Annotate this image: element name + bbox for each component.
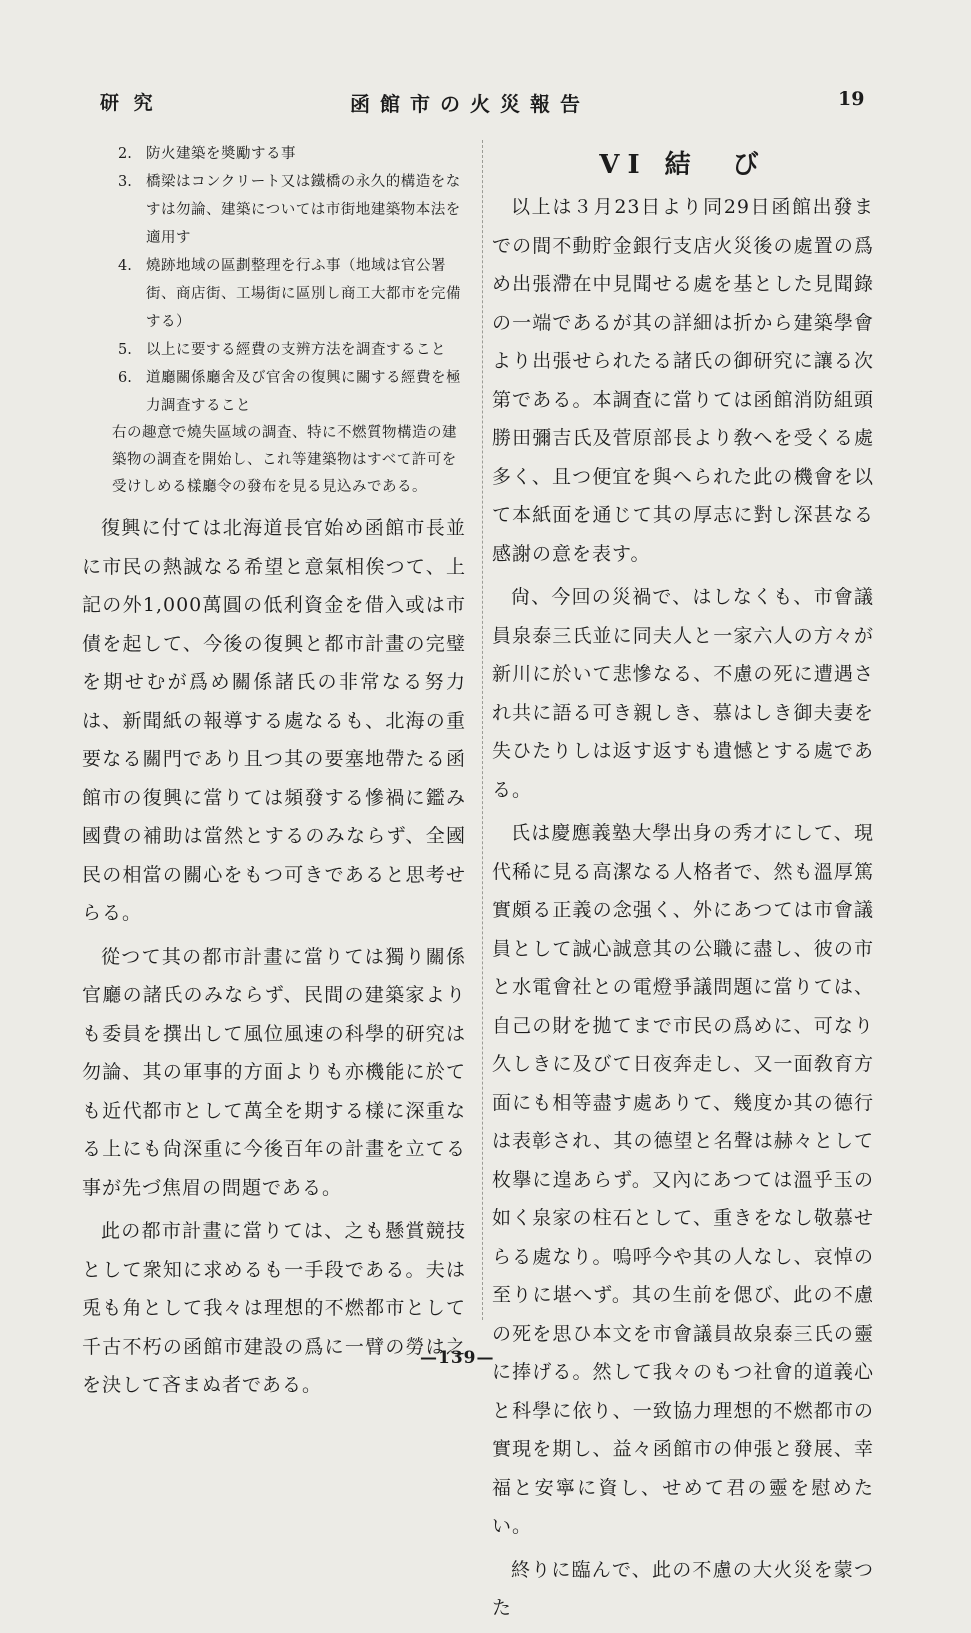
list-item-text: 防火建築を奬勵する事: [146, 146, 296, 162]
numbered-list: [82, 140, 466, 420]
paragraph: 以上は３月23日より同29日函館出發までの間不動貯金銀行支店火災後の處置の爲め出張滯在中見聞せる處を基とした見聞錄の一端であるが其の詳細は折から建築學會より出張せられたる諸氏の御研究に讓る次第である。本調査に當りては函館消防組頭勝田彌吉氏及菅原部長より敎へを受くる處多く、且つ便宜を與へられた此の機會を以て本紙面を通じて其の厚志に對し深甚なる感謝の意を表す。: [492, 196, 874, 565]
column-divider: [482, 140, 483, 1320]
left-column: [82, 140, 466, 1410]
header-title: 函館市の火災報告: [350, 92, 590, 116]
list-item-text: 燒跡地域の區劃整理を行ふ事（地域は官公署街、商店街、工場街に區別し商工大都市を完備する）: [146, 258, 461, 330]
paragraph: 復興に付ては北海道長官始め函館市長並に市民の熱誠なる希望と意氣相俟つて、上記の外1,000萬圓の低利資金を借入或は市債を起して、今後の復興と都市計畫の完璧を期せむが爲め關係諸氏の非常なる努力は、新聞紙の報導する處なるも、北海の重要なる關門であり且つ其の要塞地帶たる函館市の復興に當りては頻發する慘禍に鑑み國費の補助は當然とするのみならず、全國民の相當の關心をもつ可きであると思考せらる。: [82, 517, 466, 924]
list-item-number: 4.: [118, 258, 132, 274]
paragraph: 氏は慶應義塾大學出身の秀才にして、現代稀に見る高潔なる人格者で、然も溫厚篤實頗る正義の念强く、外にあつては市會議員として誠心誠意其の公職に盡し、彼の市と水電會社との電燈爭議問題に當りては、自己の財を拋てまで市民の爲めに、可なり久しきに及びて日夜奔走し、又一面敎育方面にも相等盡す處ありて、幾度か其の德行は表彰され、其の德望と名聲は赫々として枚擧に遑あらず。又內にあつては溫乎玉の如く泉家の柱石として、重きをなし敬慕せらる處なり。嗚呼今や其の人なし、哀悼の至りに堪へず。其の生前を偲び、此の不慮の死を思ひ本文を市會議員故泉泰三氏の靈に捧げる。然して我々のもつ社會的道義心と科學に依り、一致協力理想的不燃都市の實現を期し、益々函館市の伸張と發展、幸福と安寧に資し、せめて君の靈を慰めたい。: [492, 822, 874, 1537]
list-item: [82, 364, 466, 420]
list-item: [82, 336, 466, 364]
list-item: [82, 252, 466, 336]
header-section-label: 研 究: [100, 92, 157, 114]
list-item-number: 6.: [118, 370, 132, 386]
paragraph: 尙、今回の災禍で、はしなくも、市會議員泉泰三氏並に同夫人と一家六人の方々が新川に於いて悲慘なる、不慮の死に遭遇され共に語る可き親しき、慕はしき御夫妻を失ひたりしは返す返すも遺憾とする處である。: [492, 586, 874, 801]
list-item-text: 橋梁はコンクリート又は鐵橋の永久的構造をなすは勿論、建築については市街地建築物本法を適用す: [146, 174, 461, 246]
paragraph: 終りに臨んで、此の不慮の大火災を蒙つた: [492, 1558, 874, 1619]
list-item-number: 5.: [118, 342, 132, 358]
list-item-number: 2.: [118, 146, 132, 162]
footer-page-number: —139—: [420, 1348, 495, 1368]
ordinance-note: 右の趣意で燒失區域の調査、特に不燃質物構造の建築物の調査を開始し、これ等建築物はすべて許可を受けしめる樣廳令の發布を見る見込みである。: [112, 425, 457, 495]
list-item: [82, 140, 466, 168]
header-page-number: 19: [838, 88, 865, 110]
list-item-text: 以上に要する經費の支辨方法を調査すること: [146, 342, 446, 358]
list-item: [82, 168, 466, 252]
list-item-text: 道廳關係廳舍及び官舍の復興に關する經費を極力調査すること: [146, 370, 461, 414]
paragraph: 從つて其の都市計畫に當りては獨り關係官廳の諸氏のみならず、民間の建築家よりも委員を撰出して風位風速の科學的研究は勿論、其の軍事的方面よりも亦機能に於ても近代都市として萬全を期する樣に深重なる上にも尙深重に今後百年の計畫を立てる事が先づ焦眉の問題である。: [82, 945, 466, 1199]
right-column: [492, 140, 874, 1633]
list-item-number: 3.: [118, 174, 132, 190]
paragraph: 此の都市計畫に當りては、之も懸賞競技として衆知に求めるも一手段である。夫は兎も角として我々は理想的不燃都市として千古不朽の函館市建設の爲に一臂の勞は之を決して吝まぬ者である。: [82, 1220, 466, 1396]
section-title: VI 結 び: [599, 150, 767, 180]
left-body-text: [82, 509, 466, 1405]
